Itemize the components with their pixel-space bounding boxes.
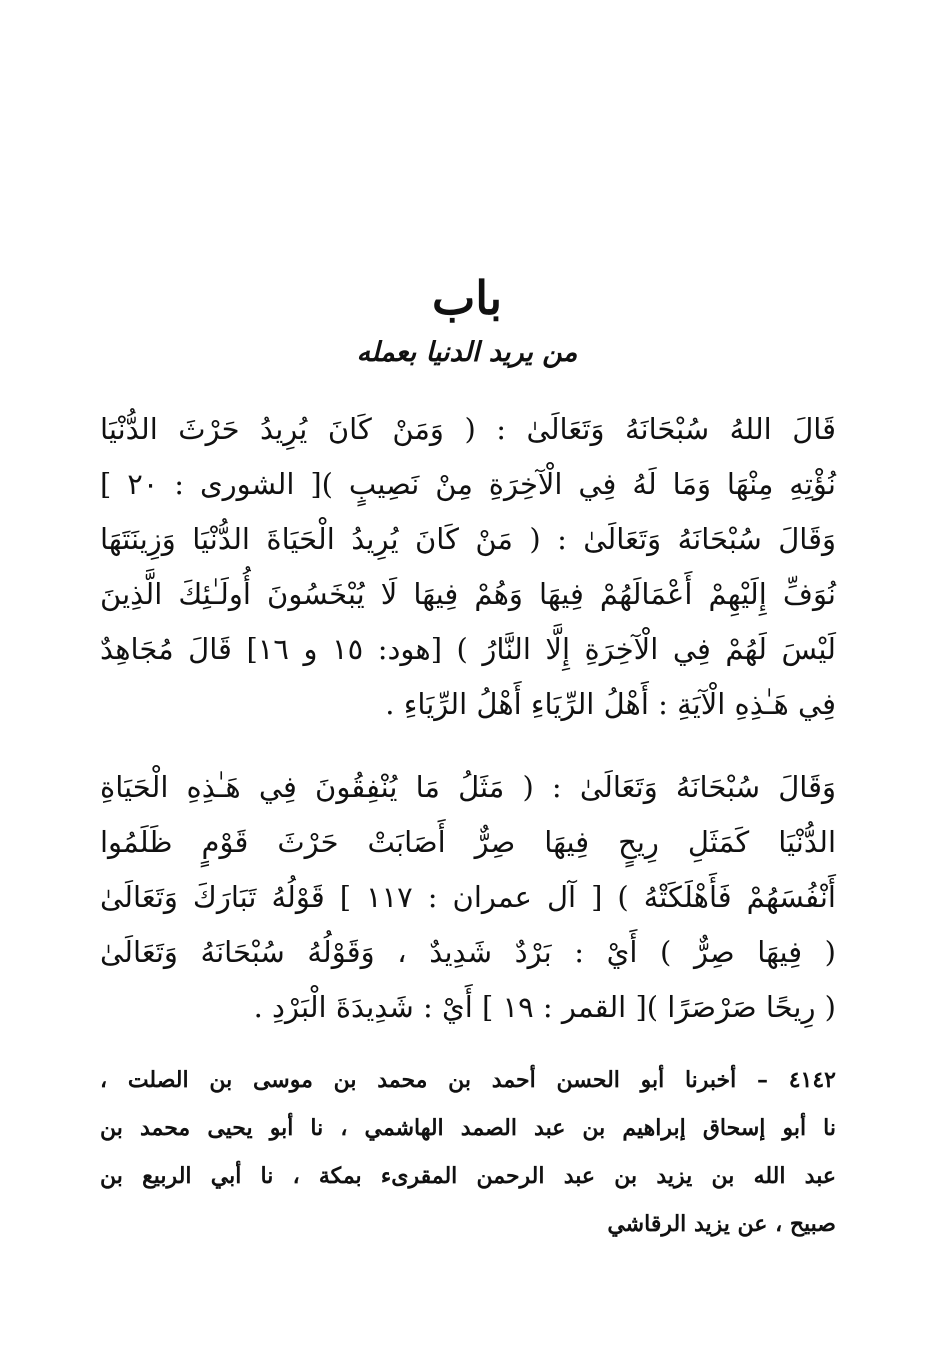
hadith-line: نا أبو إسحاق إبراهيم بن عبد الصمد الهاشمي ، نا أبو يحيى محمد بن (100, 1115, 836, 1141)
chapter-subtitle: من يريد الدنيا بعمله (356, 337, 578, 368)
text-line: وَقَالَ سُبْحَانَهُ وَتَعَالَىٰ : ( مَنْ كَانَ يُرِيدُ الْحَيَاةَ الدُّنْيَا وَزِينَتَهَا (100, 522, 836, 556)
text-line: نُؤْتِهِ مِنْهَا وَمَا لَهُ فِي الْآخِرَةِ مِنْ نَصِيبٍ )[ الشورى : ٢٠ ] (100, 467, 836, 501)
chapter-title: باب (431, 271, 503, 325)
text-line: فِي هَـٰذِهِ الْآيَةِ : أَهْلُ الرِّيَاءِ أَهْلُ الرِّيَاءِ . (385, 687, 836, 721)
text-line: وَقَالَ سُبْحَانَهُ وَتَعَالَىٰ : ( مَثَلُ مَا يُنْفِقُونَ فِي هَـٰذِهِ الْحَيَاةِ (100, 770, 836, 804)
hadith-line: صبيح ، عن يزيد الرقاشي (607, 1211, 836, 1237)
text-line: أَنْفُسَهُمْ فَأَهْلَكَتْهُ ) [ آل عمران : ١١٧ ] قَوْلُهُ تَبَارَكَ وَتَعَالَىٰ (100, 880, 836, 914)
text-line: لَيْسَ لَهُمْ فِي الْآخِرَةِ إِلَّا النَّارُ ) [هود: ١٥ و ١٦] قَالَ مُجَاهِدٌ (100, 632, 836, 666)
text-line: ( رِيحًا صَرْصَرًا )[ القمر : ١٩ ] أَيْ : شَدِيدَةَ الْبَرْدِ . (253, 990, 836, 1024)
text-line: نُوَفِّ إِلَيْهِمْ أَعْمَالَهُمْ فِيهَا وَهُمْ فِيهَا لَا يُبْخَسُونَ أُولَـٰئِكَ الَّذِينَ (100, 577, 836, 611)
paragraph-quran-ayat-1 (100, 402, 836, 732)
text-line: الدُّنْيَا كَمَثَلِ رِيحٍ فِيهَا صِرٌّ أَصَابَتْ حَرْثَ قَوْمٍ ظَلَمُوا (100, 825, 836, 859)
hadith-line: عبد الله بن يزيد بن عبد الرحمن المقرىء بمكة ، نا أبي الربيع بن (100, 1163, 836, 1189)
hadith-line: ٤١٤٢ – أخبرنا أبو الحسن أحمد بن محمد بن موسى بن الصلت ، (100, 1067, 836, 1093)
paragraph-quran-ayat-2 (100, 760, 836, 1035)
hadith-isnad (100, 1056, 836, 1248)
text-line: ( فِيهَا صِرٌّ ) أَيْ : بَرْدٌ شَدِيدٌ ، وَقَوْلُهُ سُبْحَانَهُ وَتَعَالَىٰ (100, 935, 836, 969)
text-line: قَالَ اللهُ سُبْحَانَهُ وَتَعَالَىٰ : ( وَمَنْ كَانَ يُرِيدُ حَرْثَ الدُّنْيَا (100, 412, 836, 446)
